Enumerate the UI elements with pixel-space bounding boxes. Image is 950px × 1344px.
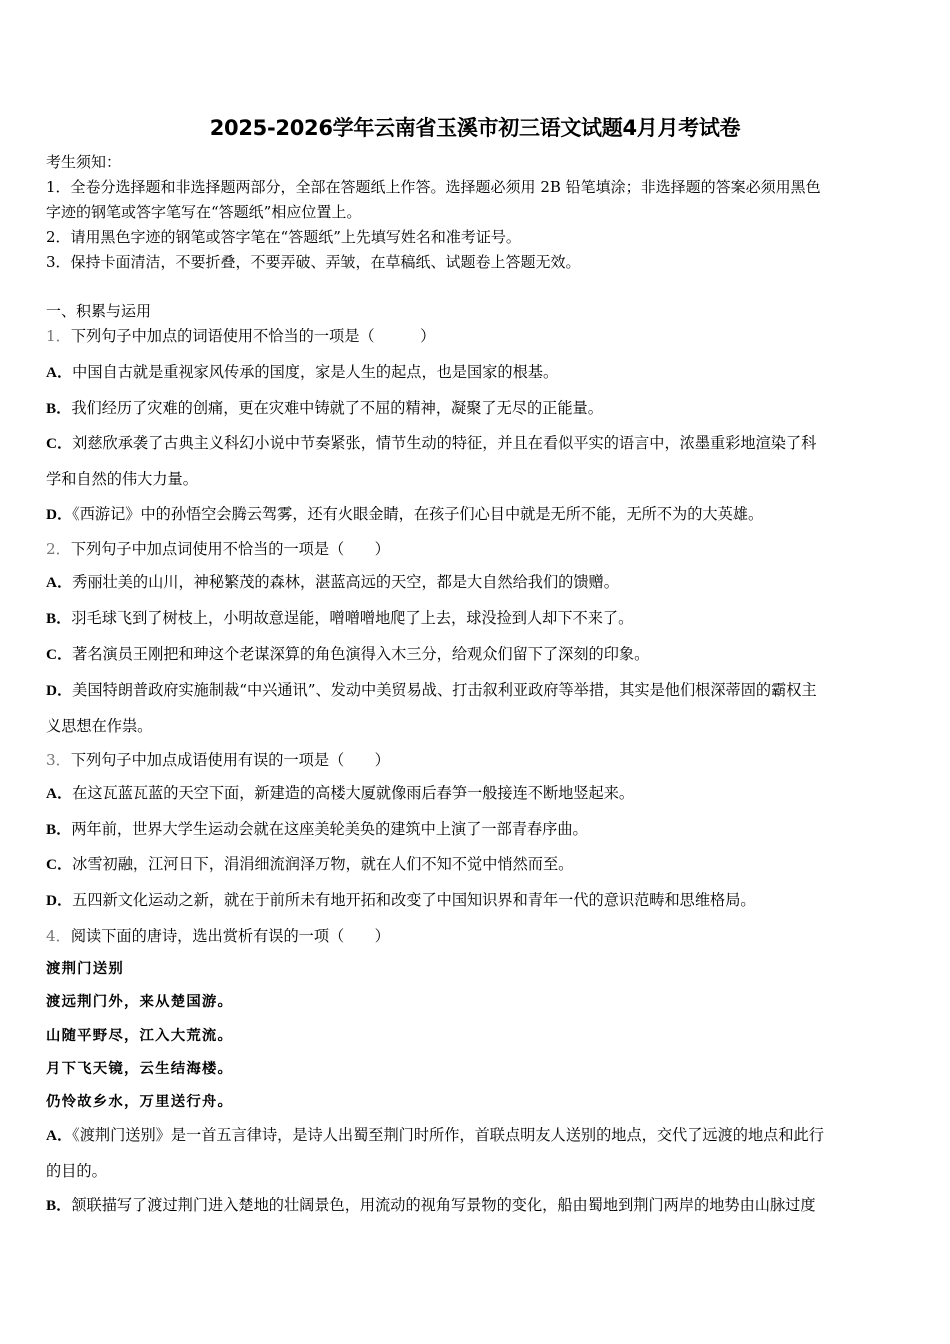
question-1-option-a: [46, 362, 558, 383]
question-2-option-a: [46, 572, 619, 593]
option-label: A．: [46, 1127, 73, 1144]
option-text: 冰雪初融，江河日下，涓涓细流润泽万物，就在人们不知不觉中悄然而至。: [72, 855, 574, 873]
question-2-option-d: [46, 680, 817, 701]
question-text: 下列句子中加点成语使用有误的一项是（ ）: [70, 751, 390, 769]
question-4-option-a-cont: 的目的。: [46, 1162, 107, 1180]
question-number: 4．: [46, 927, 71, 945]
poem-title: 渡荆门送别: [46, 960, 124, 977]
question-number: 3．: [46, 751, 71, 769]
question-3-option-d: [46, 890, 756, 911]
option-text: 秀丽壮美的山川，神秘繁茂的森林，湛蓝高远的天空，都是大自然给我们的馈赠。: [72, 573, 619, 591]
question-1-stem: [46, 326, 435, 346]
option-text: 美国特朗普政府实施制裁“中兴通讯”、发动中美贸易战、打击叙利亚政府等举措，其实是他们根深蒂固的霸权主: [72, 681, 817, 699]
notice-item: 1．全卷分选择题和非选择题两部分，全部在答题纸上作答。选择题必须用 2B 铅笔填涂；非选择题的答案必须用黑色: [46, 178, 821, 196]
question-4-option-a: [46, 1125, 824, 1146]
option-text: 著名演员王刚把和珅这个老谋深算的角色演得入木三分，给观众们留下了深刻的印象。: [72, 645, 650, 663]
option-label: A．: [46, 785, 73, 802]
question-1-option-c-cont: 学和自然的伟大力量。: [46, 470, 198, 488]
poem-line: 月下飞天镜，云生结海楼。: [46, 1060, 234, 1077]
question-3-option-c: [46, 854, 573, 875]
option-text: 五四新文化运动之新，就在于前所未有地开拓和改变了中国知识界和青年一代的意识范畴和思维格局。: [72, 891, 756, 909]
option-text: 刘慈欣承袭了古典主义科幻小说中节奏紧张，情节生动的特征，并且在看似平实的语言中，浓墨重彩地渲染了科: [72, 434, 817, 452]
option-text: 我们经历了灾难的创痛，更在灾难中铸就了不屈的精神，凝聚了无尽的正能量。: [71, 399, 603, 417]
question-3-option-a: [46, 783, 634, 804]
question-2-stem: [46, 539, 390, 559]
option-label: C．: [46, 646, 73, 663]
option-label: B．: [46, 400, 72, 417]
poem-line: 仍怜故乡水，万里送行舟。: [46, 1093, 234, 1110]
notice-item: 字迹的钢笔或答字笔写在“答题纸”相应位置上。: [46, 203, 362, 221]
option-text: 在这瓦蓝瓦蓝的天空下面，新建造的高楼大厦就像雨后春笋一般接连不断地竖起来。: [72, 784, 635, 802]
question-2-option-c: [46, 644, 649, 665]
option-label: A．: [46, 574, 73, 591]
option-label: D．: [46, 892, 73, 909]
notice-heading: 考生须知：: [46, 153, 122, 171]
section-heading: 一、积累与运用: [46, 302, 152, 320]
question-3-option-b: [46, 819, 588, 840]
question-text: 下列句子中加点词使用不恰当的一项是（ ）: [70, 540, 390, 558]
question-text: 下列句子中加点的词语使用不恰当的一项是（ ）: [70, 327, 436, 345]
poem-line: 渡远荆门外，来从楚国游。: [46, 993, 234, 1010]
option-label: D．: [46, 682, 73, 699]
notice-item: 2．请用黑色字迹的钢笔或答字笔在“答题纸”上先填写姓名和准考证号。: [46, 228, 521, 246]
question-1-option-d: [46, 504, 763, 525]
poem-line: 山随平野尽，江入大荒流。: [46, 1027, 234, 1044]
question-text: 阅读下面的唐诗，选出赏析有误的一项（ ）: [70, 927, 390, 945]
question-3-stem: [46, 750, 390, 770]
question-1-option-b: [46, 398, 603, 419]
notice-item: 3．保持卡面清洁，不要折叠，不要弄破、弄皱，在草稿纸、试题卷上答题无效。: [46, 253, 581, 271]
option-label: D．: [46, 506, 73, 523]
question-2-option-b: [46, 608, 633, 629]
option-label: C．: [46, 435, 73, 452]
question-2-option-d-cont: 义思想在作祟。: [46, 717, 153, 735]
option-label: B．: [46, 610, 72, 627]
option-label: B．: [46, 1197, 72, 1214]
question-1-option-c: [46, 433, 816, 454]
option-label: A．: [46, 364, 73, 381]
option-text: 羽毛球飞到了树枝上，小明故意逞能，噌噌噌地爬了上去，球没捡到人却下不来了。: [71, 609, 634, 627]
option-text: 《西游记》中的孙悟空会腾云驾雾，还有火眼金睛，在孩子们心目中就是无所不能，无所不为的大英雄。: [72, 505, 764, 523]
option-text: 颔联描写了渡过荆门进入楚地的壮阔景色，用流动的视角写景物的变化，船由蜀地到荆门两岸的地势由山脉过度: [71, 1196, 816, 1214]
question-number: 2．: [46, 540, 71, 558]
option-label: C．: [46, 856, 73, 873]
option-text: 中国自古就是重视家风传承的国度，家是人生的起点，也是国家的根基。: [72, 363, 559, 381]
question-number: 1．: [46, 327, 71, 345]
option-label: B．: [46, 821, 72, 838]
question-4-option-b: [46, 1195, 816, 1216]
option-text: 《渡荆门送别》是一首五言律诗，是诗人出蜀至荆门时所作，首联点明友人送别的地点，交代了远渡的地点和此行: [72, 1126, 824, 1144]
option-text: 两年前，世界大学生运动会就在这座美轮美奂的建筑中上演了一部青春序曲。: [71, 820, 588, 838]
question-4-stem: [46, 926, 390, 946]
page-title: 2025-2026学年云南省玉溪市初三语文试题4月月考试卷: [209, 116, 741, 140]
